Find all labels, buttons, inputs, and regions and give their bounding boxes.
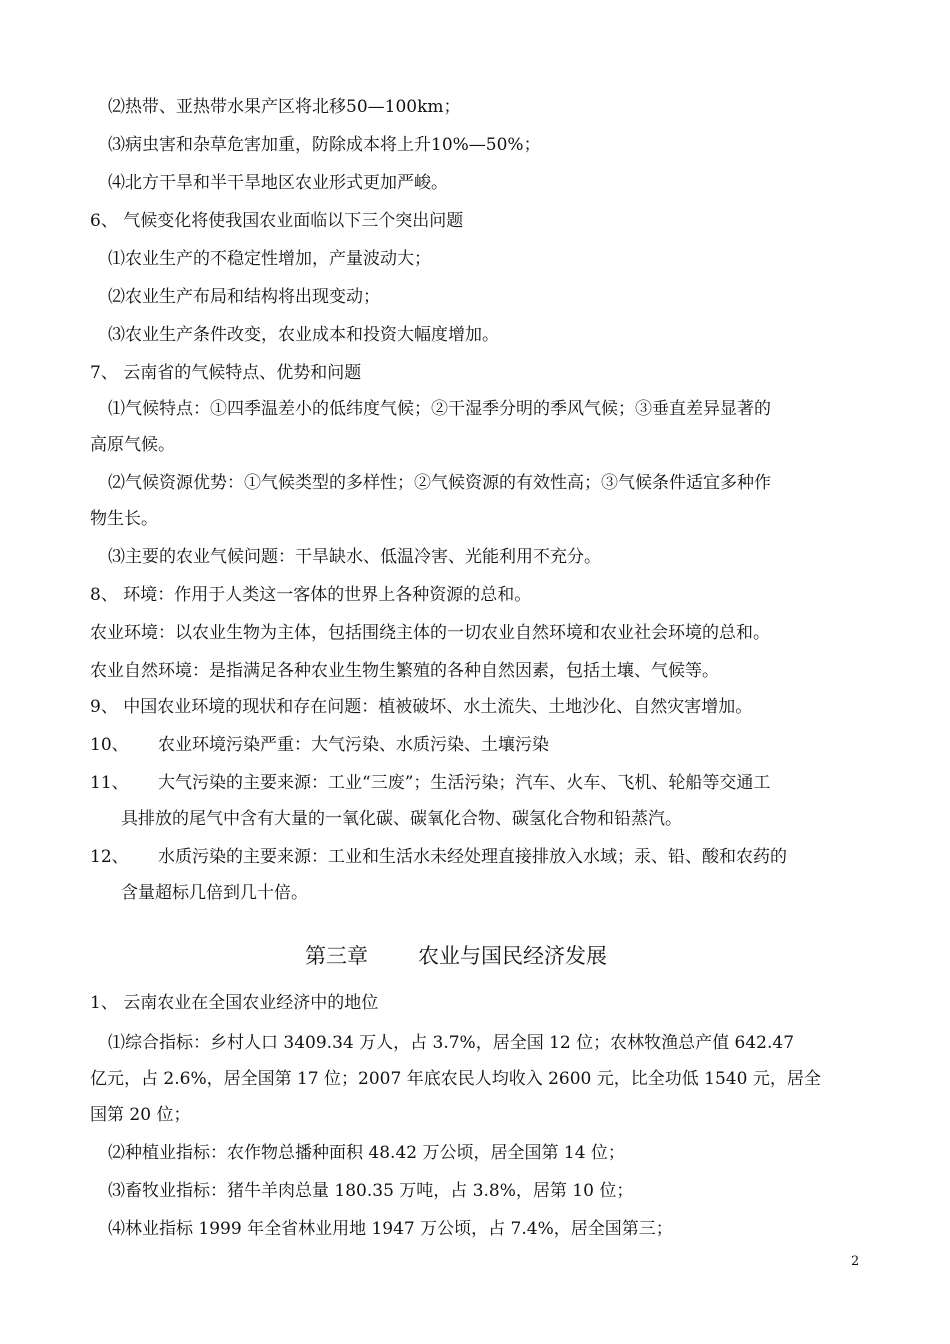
section-heading-9: 9、 中国农业环境的现状和存在问题：植被破坏、水土流失、土地沙化、自然灾害增加。	[90, 697, 753, 717]
text-line: 农业自然环境：是指满足各种农业生物生繁殖的各种自然因素，包括土壤、气候等。	[90, 661, 719, 681]
text-line: ⑵气候资源优势：①气候类型的多样性；②气候资源的有效性高；③气候条件适宜多种作	[108, 473, 771, 493]
text-line: 亿元，占 2.6%，居全国第 17 位；2007 年底农民人均收入 2600 元，比全功低 1540 元，居全	[90, 1069, 821, 1089]
section-heading-1: 1、 云南农业在全国农业经济中的地位	[90, 993, 379, 1013]
item-text: 农业环境污染严重：大气污染、水质污染、土壤污染	[158, 735, 549, 755]
text-line: ⑷北方干旱和半干旱地区农业形式更加严峻。	[108, 173, 448, 193]
text-line: 含量超标几倍到几十倍。	[121, 883, 308, 903]
chapter-heading	[305, 942, 607, 970]
text-line: ⑶农业生产条件改变，农业成本和投资大幅度增加。	[108, 325, 499, 345]
text-line: ⑶病虫害和杂草危害加重，防除成本将上升10%—50%；	[108, 135, 541, 155]
text-line: ⑵农业生产布局和结构将出现变动；	[108, 287, 380, 307]
text-line: ⑵热带、亚热带水果产区将北移50—100km；	[108, 97, 461, 117]
text-line: ⑶主要的农业气候问题：干旱缺水、低温冷害、光能利用不充分。	[108, 547, 601, 567]
numbered-item-11	[90, 772, 770, 794]
text-line: 农业环境：以农业生物为主体，包括围绕主体的一切农业自然环境和农业社会环境的总和。	[90, 623, 770, 643]
text-line: 物生长。	[90, 509, 158, 529]
text-line: ⑴农业生产的不稳定性增加，产量波动大；	[108, 249, 431, 269]
chapter-title: 农业与国民经济发展	[418, 944, 607, 968]
section-heading-6: 6、 气候变化将使我国农业面临以下三个突出问题	[90, 211, 464, 231]
text-line: ⑴气候特点：①四季温差小的低纬度气候；②干湿季分明的季风气候；③垂直差异显著的	[108, 399, 771, 419]
page-number: 2	[851, 1254, 860, 1269]
text-line: 国第 20 位；	[90, 1105, 191, 1125]
chapter-number: 第三章	[305, 944, 368, 968]
text-line: ⑶畜牧业指标：猪牛羊肉总量 180.35 万吨，占 3.8%，居第 10 位；	[108, 1181, 634, 1201]
item-number: 10、	[90, 735, 129, 755]
text-line: ⑴综合指标：乡村人口 3409.34 万人，占 3.7%，居全国 12 位；农林牧渔总产值 642.47	[108, 1033, 795, 1053]
section-heading-7: 7、 云南省的气候特点、优势和问题	[90, 363, 362, 383]
text-line: ⑷林业指标 1999 年全省林业用地 1947 万公顷，占 7.4%，居全国第三；	[108, 1219, 673, 1239]
section-heading-8: 8、 环境：作用于人类这一客体的世界上各种资源的总和。	[90, 585, 532, 605]
text-line: ⑵种植业指标：农作物总播种面积 48.42 万公顷，居全国第 14 位；	[108, 1143, 625, 1163]
text-line: 高原气候。	[90, 435, 175, 455]
item-text: 大气污染的主要来源：工业“三废”；生活污染；汽车、火车、飞机、轮船等交通工	[158, 773, 771, 793]
item-number: 12、	[90, 847, 129, 867]
numbered-item-10	[90, 734, 549, 756]
text-line: 具排放的尾气中含有大量的一氧化碳、碳氧化合物、碳氢化合物和铅蒸汽。	[121, 809, 682, 829]
numbered-item-12	[90, 846, 787, 868]
item-number: 11、	[90, 773, 129, 793]
item-text: 水质污染的主要来源：工业和生活水未经处理直接排放入水域；汞、铅、酸和农药的	[158, 847, 787, 867]
